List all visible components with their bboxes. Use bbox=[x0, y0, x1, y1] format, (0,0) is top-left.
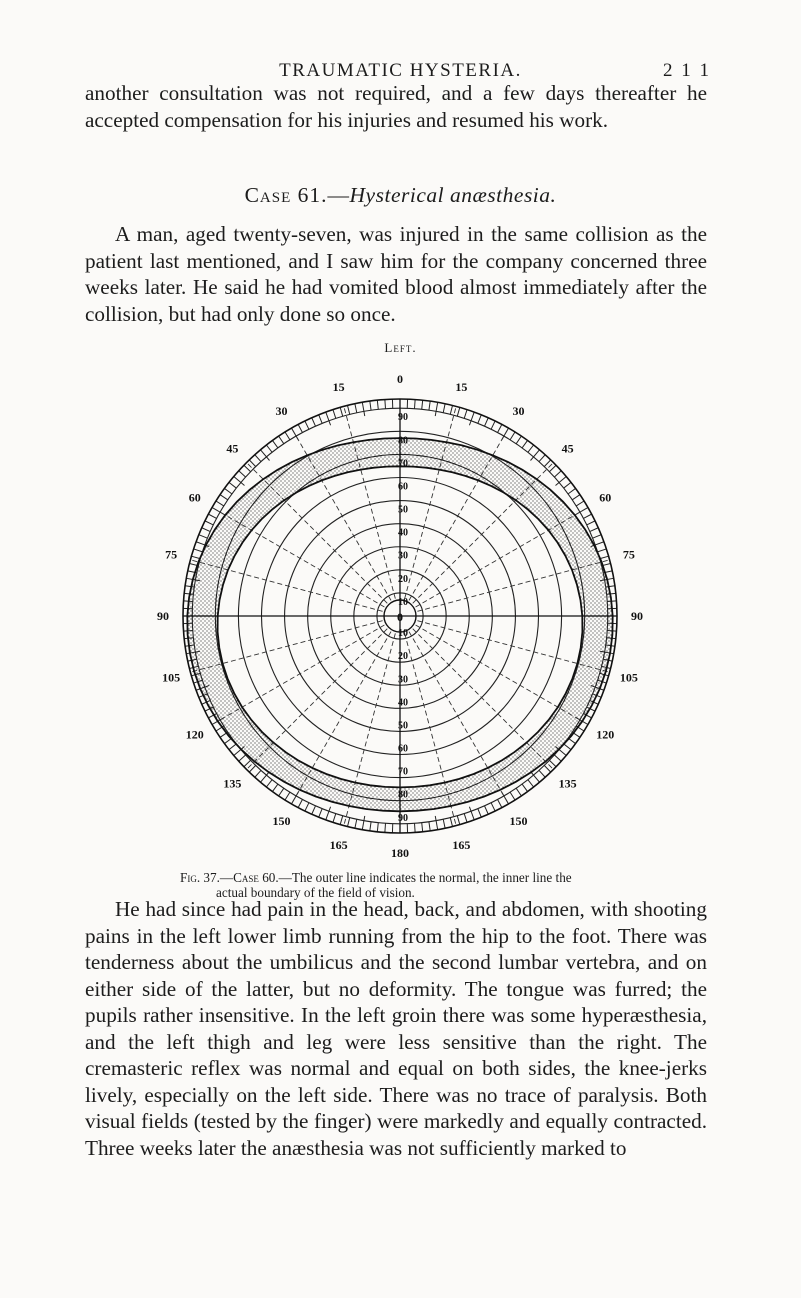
rim-tick bbox=[528, 780, 534, 787]
rim-tick bbox=[469, 412, 474, 425]
rim-tick bbox=[491, 421, 495, 429]
rim-tick bbox=[326, 807, 331, 820]
meridian-label: 45 bbox=[226, 441, 239, 456]
rim-tick bbox=[478, 415, 481, 423]
rim-tick bbox=[422, 400, 423, 409]
rim-tick bbox=[355, 819, 357, 828]
meridian-label: 0 bbox=[397, 372, 403, 386]
case-title: Hysterical anæsthesia. bbox=[349, 183, 557, 207]
rim-tick bbox=[298, 800, 302, 808]
meridian-label: 165 bbox=[329, 837, 348, 852]
ring-label-top: 10 bbox=[398, 596, 408, 608]
rim-tick bbox=[305, 421, 309, 429]
ring-label-top: 50 bbox=[398, 504, 408, 516]
rim-tick bbox=[498, 424, 502, 432]
rim-tick bbox=[498, 800, 502, 808]
rim-tick bbox=[564, 482, 571, 488]
rim-tick bbox=[305, 803, 309, 811]
rim-tick bbox=[348, 405, 350, 414]
ring-label-top: 90 bbox=[398, 412, 408, 424]
figure-label: Left. bbox=[384, 340, 417, 355]
rim-tick bbox=[362, 402, 364, 416]
ring-label-top: 70 bbox=[398, 458, 408, 470]
case-separator: — bbox=[327, 183, 350, 207]
rim-tick bbox=[272, 440, 277, 447]
ring-label-bottom: 80 bbox=[398, 789, 408, 801]
rim-tick bbox=[312, 418, 316, 426]
rim-tick bbox=[266, 780, 272, 787]
case-label: Case 61. bbox=[244, 183, 328, 207]
rim-tick bbox=[239, 755, 246, 761]
rim-tick bbox=[362, 816, 364, 830]
rim-tick bbox=[298, 424, 302, 432]
meridian-label: 30 bbox=[275, 403, 288, 418]
rim-tick bbox=[370, 401, 371, 410]
meridian-label: 105 bbox=[619, 670, 638, 685]
ring-label-bottom: 30 bbox=[398, 674, 408, 686]
rim-tick bbox=[266, 445, 272, 452]
rim-tick bbox=[464, 410, 467, 419]
case-heading bbox=[0, 183, 801, 208]
rim-tick bbox=[590, 528, 598, 532]
meridian-label: 120 bbox=[596, 727, 615, 742]
meridian-label: 150 bbox=[509, 814, 528, 829]
perimetry-diagram bbox=[157, 372, 643, 860]
meridian-label: 60 bbox=[188, 490, 201, 505]
meridian-label: 180 bbox=[391, 846, 409, 860]
rim-tick bbox=[550, 465, 556, 471]
meridian-label: 45 bbox=[561, 441, 574, 456]
rim-tick bbox=[385, 823, 386, 832]
meridian-label: 135 bbox=[558, 776, 577, 791]
meridian-label: 150 bbox=[272, 814, 291, 829]
rim-tick bbox=[340, 816, 342, 825]
rim-tick bbox=[587, 521, 595, 525]
center-label: 0 bbox=[397, 610, 403, 624]
rim-tick bbox=[229, 482, 236, 488]
rim-tick bbox=[239, 471, 246, 477]
rim-tick bbox=[229, 744, 236, 750]
rim-tick bbox=[415, 823, 416, 832]
meridian-label: 135 bbox=[223, 776, 242, 791]
meridian-label: 75 bbox=[622, 547, 635, 562]
rim-tick bbox=[370, 822, 371, 831]
meridian-label: 105 bbox=[162, 670, 181, 685]
rim-tick bbox=[326, 412, 331, 425]
rim-tick bbox=[450, 405, 452, 414]
meridian-line bbox=[416, 625, 587, 724]
rim-tick bbox=[333, 410, 336, 419]
rim-tick bbox=[244, 465, 250, 471]
rim-tick bbox=[485, 418, 489, 426]
rim-tick bbox=[457, 407, 459, 416]
rim-tick bbox=[516, 788, 521, 795]
caption-prefix: Fig. 37.—Case 60.— bbox=[180, 870, 292, 885]
rim-tick bbox=[593, 535, 601, 538]
caption-text-2: actual boundary of the field of vision. bbox=[216, 885, 415, 900]
rim-tick bbox=[194, 549, 203, 552]
rim-tick bbox=[285, 432, 290, 440]
rim-tick bbox=[191, 556, 200, 558]
rim-tick bbox=[340, 407, 342, 416]
rim-tick bbox=[510, 792, 515, 800]
rim-tick bbox=[429, 401, 430, 410]
body-paragraph: He had since had pain in the head, back, and abdomen, with shooting pains in the left lower limb running from the hip to the foot. There was tenderness about the umbilicus and the second lumbar vertebra, and on either side of the latter, but no deformity. The tongue was furred; the pupils rather insensitive. In the left groin there was some hyperæsthesia, and the left thigh and leg were less sensitive than the right. The cremasteric reflex was normal and equal on both sides, the knee-jerks lively, especially on the left side. There was no trace of paralysis. Both visual fields (tested by the finger) were markedly and equally contracted. Three weeks later the anæsthesia was not sufficiently marked to bbox=[85, 897, 707, 1160]
rim-tick bbox=[202, 528, 210, 532]
ring-label-bottom: 40 bbox=[398, 697, 408, 709]
meridian-label: 75 bbox=[165, 547, 178, 562]
rim-tick bbox=[572, 495, 579, 500]
meridian-line bbox=[416, 509, 587, 608]
rim-tick bbox=[355, 404, 357, 413]
rim-tick bbox=[429, 822, 430, 831]
rim-tick bbox=[457, 816, 459, 825]
case-paragraph: A man, aged twenty-seven, was injured in the same collision as the patient last mentioned, and I saw him for the company concerned three weeks later. He said he had vomited blood almost immediately after the collision, but had only done so once. bbox=[85, 222, 707, 326]
rim-tick bbox=[584, 514, 592, 518]
rim-tick bbox=[220, 495, 227, 500]
rim-tick bbox=[333, 814, 336, 823]
meridian-line bbox=[192, 621, 382, 672]
meridian-label: 90 bbox=[157, 609, 169, 623]
ring-label-bottom: 10 bbox=[398, 628, 408, 640]
rim-tick bbox=[443, 404, 445, 413]
rim-tick bbox=[319, 809, 322, 817]
rim-tick bbox=[249, 766, 255, 772]
rim-tick bbox=[199, 535, 207, 538]
rim-tick bbox=[555, 755, 562, 761]
intro-paragraph: another consultation was not required, and a few days thereafter he accepted compensation for his injuries and resumed his work. bbox=[85, 81, 707, 132]
perimetry-chart bbox=[140, 360, 660, 865]
rim-tick bbox=[478, 809, 481, 817]
meridian-label: 15 bbox=[455, 380, 468, 395]
meridian-line bbox=[405, 408, 456, 598]
meridian-label: 90 bbox=[631, 609, 643, 623]
rim-tick bbox=[435, 816, 437, 830]
running-head: TRAUMATIC HYSTERIA. bbox=[279, 60, 522, 81]
rim-tick bbox=[464, 814, 467, 823]
ring-label-top: 80 bbox=[398, 435, 408, 447]
rim-tick bbox=[600, 556, 609, 558]
rim-tick bbox=[385, 400, 386, 409]
rim-tick bbox=[450, 818, 452, 827]
rim-tick bbox=[550, 760, 556, 766]
rim-tick bbox=[510, 432, 515, 440]
meridian-label: 15 bbox=[332, 380, 345, 395]
rim-tick bbox=[522, 440, 527, 447]
rim-tick bbox=[208, 514, 216, 518]
rim-tick bbox=[377, 400, 378, 409]
rim-tick bbox=[539, 771, 545, 778]
rim-tick bbox=[522, 784, 527, 791]
meridian-line bbox=[344, 408, 395, 598]
rim-tick bbox=[443, 819, 445, 828]
rim-tick bbox=[279, 788, 284, 795]
rim-tick bbox=[544, 460, 550, 466]
rim-tick bbox=[285, 792, 290, 800]
ring-label-top: 60 bbox=[398, 481, 408, 493]
rim-tick bbox=[205, 521, 213, 525]
meridian-label: 30 bbox=[512, 403, 525, 418]
ring-label-bottom: 50 bbox=[398, 720, 408, 732]
rim-tick bbox=[415, 400, 416, 409]
caption-text-1: The outer line indicates the normal, the inner line the bbox=[291, 870, 572, 885]
rim-tick bbox=[255, 771, 261, 778]
rim-tick bbox=[568, 488, 575, 493]
meridian-label: 165 bbox=[452, 837, 471, 852]
rim-tick bbox=[216, 501, 224, 506]
ring-label-top: 40 bbox=[398, 527, 408, 539]
rim-tick bbox=[576, 501, 584, 506]
rim-tick bbox=[435, 402, 437, 416]
rim-tick bbox=[544, 766, 550, 772]
ring-label-bottom: 90 bbox=[398, 812, 408, 824]
rim-tick bbox=[312, 806, 316, 814]
rim-tick bbox=[598, 549, 607, 552]
rim-tick bbox=[516, 436, 521, 443]
rim-tick bbox=[555, 471, 562, 477]
rim-tick bbox=[469, 807, 474, 820]
rim-tick bbox=[249, 460, 255, 466]
meridian-label: 120 bbox=[185, 727, 204, 742]
rim-tick bbox=[272, 784, 277, 791]
rim-tick bbox=[279, 436, 284, 443]
rim-tick bbox=[528, 445, 534, 452]
ring-label-top: 20 bbox=[398, 573, 408, 585]
rim-tick bbox=[348, 818, 350, 827]
rim-tick bbox=[485, 806, 489, 814]
ring-label-bottom: 60 bbox=[398, 743, 408, 755]
rim-tick bbox=[224, 488, 231, 493]
page-number: 2 1 1 bbox=[663, 60, 711, 81]
ring-label-top: 30 bbox=[398, 550, 408, 562]
rim-tick bbox=[244, 760, 250, 766]
rim-tick bbox=[539, 455, 545, 462]
rim-tick bbox=[377, 823, 378, 832]
rim-tick bbox=[564, 744, 571, 750]
meridian-label: 60 bbox=[599, 490, 612, 505]
ring-label-bottom: 20 bbox=[398, 651, 408, 663]
rim-tick bbox=[255, 455, 261, 462]
rim-tick bbox=[422, 823, 423, 832]
ring-label-bottom: 70 bbox=[398, 766, 408, 778]
rim-tick bbox=[319, 415, 322, 423]
rim-tick bbox=[491, 803, 495, 811]
